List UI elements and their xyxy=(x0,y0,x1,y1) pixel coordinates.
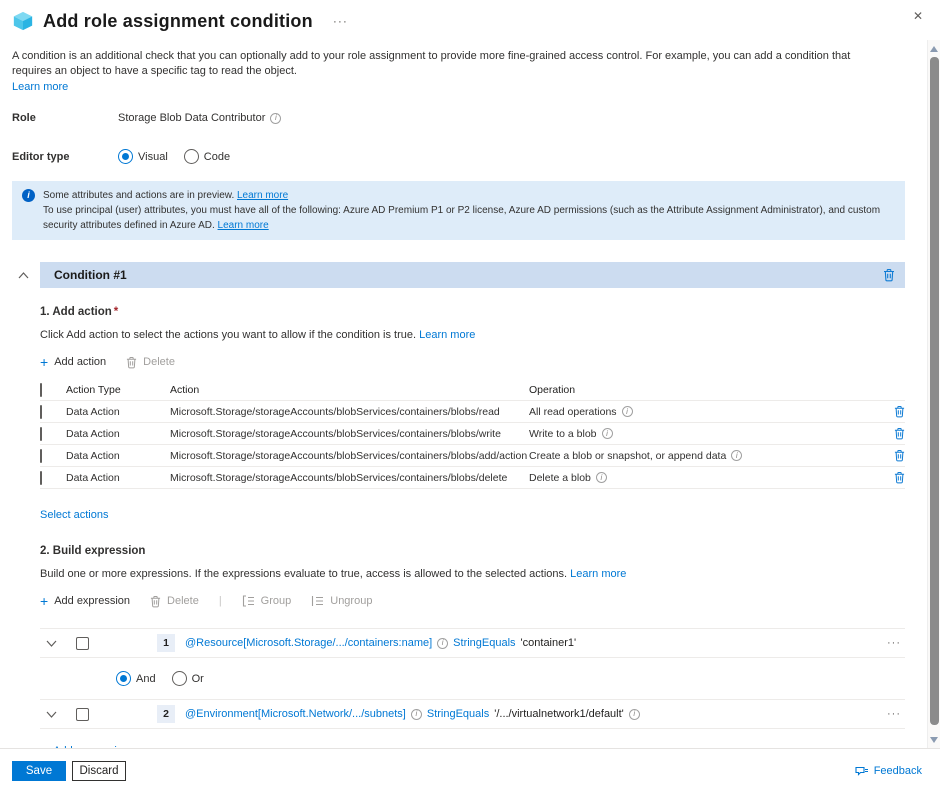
banner-text xyxy=(43,188,895,233)
delete-row-trash-icon[interactable] xyxy=(894,471,905,484)
actions-table xyxy=(40,379,905,489)
plus-icon: + xyxy=(40,354,49,371)
radio-code-label: Code xyxy=(203,150,231,163)
expression-operator-link[interactable]: StringEquals xyxy=(453,637,516,650)
feedback-icon xyxy=(855,765,869,777)
expression-checkbox[interactable] xyxy=(76,637,89,650)
expression-value: 'container1' xyxy=(520,637,577,650)
connector-or-option[interactable] xyxy=(172,671,204,686)
required-marker: * xyxy=(113,306,119,319)
expression-value: '/.../virtualnetwork1/default' xyxy=(494,708,624,721)
expression-row xyxy=(40,699,905,729)
table-row xyxy=(40,467,905,489)
scrollbar-thumb[interactable] xyxy=(930,57,939,725)
group-button[interactable]: Group xyxy=(242,595,292,607)
build-expression-learn-more-link[interactable]: Learn more xyxy=(570,568,627,581)
role-info-icon[interactable]: i xyxy=(270,113,281,124)
expression-toolbar xyxy=(40,594,905,608)
group-icon xyxy=(242,595,255,607)
expression-row xyxy=(40,628,905,658)
expression-attribute-link[interactable]: @Environment[Microsoft.Network/.../subnets] xyxy=(185,708,406,721)
banner-line2-learn-more-link[interactable]: Learn more xyxy=(217,220,269,232)
preview-info-banner xyxy=(12,181,905,240)
action-cell: Microsoft.Storage/storageAccounts/blobServices/containers/blobs/write xyxy=(170,427,501,440)
title-context-menu-icon[interactable]: ··· xyxy=(332,14,348,28)
scrollbar-up-arrow-icon[interactable] xyxy=(928,42,940,55)
operation-cell: Write to a blob xyxy=(529,427,597,440)
expression-operator-link[interactable]: StringEquals xyxy=(426,708,490,721)
operation-info-icon[interactable]: i xyxy=(622,406,633,417)
delete-expression-button[interactable]: Delete xyxy=(150,595,199,608)
intro-text: A condition is an additional check that you can optionally add to your role assignment to provide more fine-grained access control. For example, you can add a condition that requires an object to have a specific tag to read the object. xyxy=(12,50,851,78)
expression-index-badge: 2 xyxy=(157,705,175,723)
operation-cell: Delete a blob xyxy=(529,471,591,484)
banner-line1-learn-more-link[interactable]: Learn more xyxy=(237,190,289,202)
close-icon[interactable]: ✕ xyxy=(912,9,923,23)
expression-more-icon[interactable]: ··· xyxy=(887,637,901,650)
add-action-description: Click Add action to select the actions you want to allow if the condition is true. Learn more xyxy=(40,329,476,342)
operation-info-icon[interactable]: i xyxy=(602,428,613,439)
value-info-icon[interactable]: i xyxy=(629,709,640,720)
action-type-cell: Data Action xyxy=(66,427,120,440)
condition-section xyxy=(0,262,940,759)
connector-radio-group xyxy=(116,671,905,686)
attribute-info-icon[interactable]: i xyxy=(411,709,422,720)
action-type-cell: Data Action xyxy=(66,471,120,484)
editor-type-code-option[interactable] xyxy=(184,149,230,164)
add-action-learn-more-link[interactable]: Learn more xyxy=(419,329,476,342)
feedback-link[interactable]: Feedback xyxy=(855,765,922,777)
editor-type-radio-group xyxy=(118,149,230,164)
ungroup-button[interactable]: Ungroup xyxy=(311,595,372,607)
delete-action-button[interactable]: Delete xyxy=(126,356,175,369)
row-checkbox[interactable] xyxy=(40,449,42,463)
editor-type-visual-option[interactable] xyxy=(118,149,168,164)
table-row xyxy=(40,445,905,467)
column-header-action: Action xyxy=(170,383,200,396)
dialog-header xyxy=(0,0,940,32)
banner-info-icon: i xyxy=(22,189,35,202)
intro-text-block xyxy=(12,49,892,95)
radio-visual-label: Visual xyxy=(138,150,168,163)
action-cell: Microsoft.Storage/storageAccounts/blobServices/containers/blobs/read xyxy=(170,405,500,418)
delete-row-trash-icon[interactable] xyxy=(894,427,905,440)
delete-condition-trash-icon[interactable] xyxy=(883,268,895,282)
add-action-toolbar xyxy=(40,355,905,369)
add-expression-button[interactable]: + Add expression xyxy=(40,593,131,610)
expression-chevron-down-icon[interactable] xyxy=(46,708,57,720)
connector-and-option[interactable] xyxy=(116,671,156,686)
radio-or[interactable] xyxy=(172,671,187,686)
add-action-heading: 1. Add action * xyxy=(40,306,119,319)
table-row xyxy=(40,401,905,423)
condition-title: Condition #1 xyxy=(54,268,127,283)
page-title: Add role assignment condition xyxy=(43,10,313,31)
expression-attribute-link[interactable]: @Resource[Microsoft.Storage/.../containers:name] xyxy=(185,637,433,650)
radio-and[interactable] xyxy=(116,671,131,686)
role-label: Role xyxy=(12,112,36,125)
table-row xyxy=(40,423,905,445)
condition-header[interactable] xyxy=(40,262,905,288)
role-row xyxy=(12,112,940,124)
radio-code[interactable] xyxy=(184,149,199,164)
build-expression-heading: 2. Build expression xyxy=(40,545,146,558)
operation-cell: All read operations xyxy=(529,405,617,418)
toolbar-divider: | xyxy=(218,595,222,608)
operation-info-icon[interactable]: i xyxy=(731,450,742,461)
expression-more-icon[interactable]: ··· xyxy=(887,708,901,721)
save-button[interactable]: Save xyxy=(12,761,66,781)
action-cell: Microsoft.Storage/storageAccounts/blobServices/containers/blobs/delete xyxy=(170,471,508,484)
action-type-cell: Data Action xyxy=(66,449,120,462)
expression-index-badge: 1 xyxy=(157,634,175,652)
delete-row-trash-icon[interactable] xyxy=(894,449,905,462)
add-action-button[interactable]: + Add action xyxy=(40,354,107,371)
actions-table-header-row xyxy=(40,379,905,401)
select-actions-link[interactable]: Select actions xyxy=(40,509,109,522)
action-type-cell: Data Action xyxy=(66,405,120,418)
intro-learn-more-link[interactable]: Learn more xyxy=(12,80,69,93)
editor-type-row xyxy=(12,149,940,164)
editor-type-label: Editor type xyxy=(12,150,70,163)
radio-and-label: And xyxy=(136,672,156,685)
delete-row-trash-icon[interactable] xyxy=(894,405,905,418)
expression-chevron-down-icon[interactable] xyxy=(46,637,57,649)
ungroup-icon xyxy=(311,595,324,607)
resource-cube-icon xyxy=(12,10,34,32)
radio-or-label: Or xyxy=(191,672,204,685)
row-checkbox[interactable] xyxy=(40,427,42,441)
role-value: Storage Blob Data Contributor xyxy=(118,112,266,125)
row-checkbox[interactable] xyxy=(40,405,42,419)
select-all-checkbox[interactable] xyxy=(40,383,42,397)
row-checkbox[interactable] xyxy=(40,471,42,485)
operation-info-icon[interactable]: i xyxy=(596,472,607,483)
attribute-info-icon[interactable]: i xyxy=(437,638,448,649)
action-cell: Microsoft.Storage/storageAccounts/blobServices/containers/blobs/add/action xyxy=(170,449,528,462)
vertical-scrollbar[interactable] xyxy=(927,40,940,748)
scrollbar-down-arrow-icon[interactable] xyxy=(928,733,940,746)
column-header-action-type: Action Type xyxy=(66,383,121,396)
expression-checkbox[interactable] xyxy=(76,708,89,721)
condition-collapse-chevron-icon[interactable] xyxy=(18,269,29,281)
banner-line1: Some attributes and actions are in preview. xyxy=(43,190,235,202)
condition-body xyxy=(40,306,905,759)
discard-button[interactable]: Discard xyxy=(72,761,126,781)
build-expression-description: Build one or more expressions. If the expressions evaluate to true, access is allowed to the selected actions. Learn more xyxy=(40,568,627,581)
banner-line2: To use principal (user) attributes, you must have all of the following: Azure AD Premium P1 or P2 license, Azure AD permissions (such as the Attribute Assignment Administrator), and custom security attributes defined in Azure AD. xyxy=(43,205,881,232)
operation-cell: Create a blob or snapshot, or append data xyxy=(529,449,727,462)
plus-icon: + xyxy=(40,593,49,610)
radio-visual[interactable] xyxy=(118,149,133,164)
dialog-footer xyxy=(0,748,940,793)
column-header-operation: Operation xyxy=(529,383,576,396)
